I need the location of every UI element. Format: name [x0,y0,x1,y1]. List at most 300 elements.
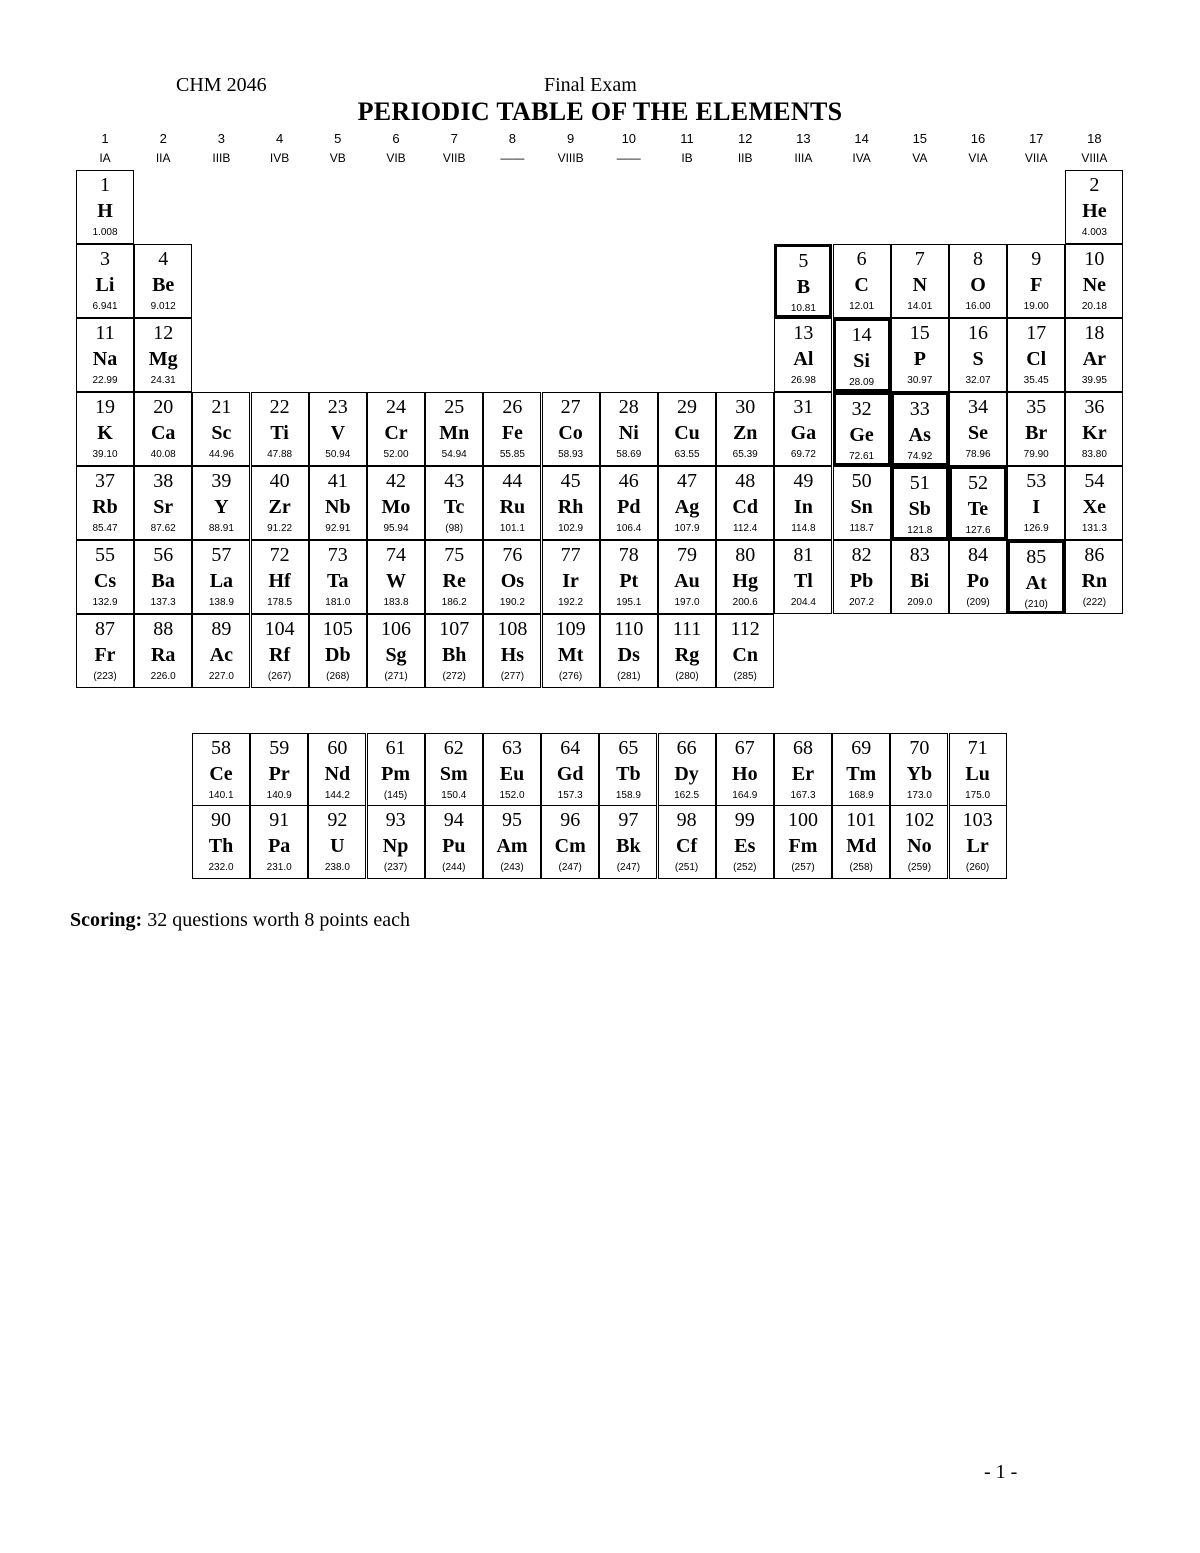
atomic-number: 91 [269,809,290,831]
element-cell [251,392,309,466]
atomic-mass: 4.003 [1081,227,1107,238]
element-cell [891,244,949,318]
atomic-mass: 126.9 [1023,523,1049,534]
element-symbol: Ga [790,422,817,444]
element-symbol: Ar [1082,348,1107,370]
atomic-mass: 102.9 [558,523,584,534]
element-cell [542,392,600,466]
element-symbol: H [97,200,113,222]
atomic-mass: 88.91 [208,523,234,534]
atomic-number: 51 [909,472,930,494]
element-symbol: Ir [562,570,579,592]
element-symbol: Sc [211,422,232,444]
element-cell [134,540,192,614]
atomic-mass: 9.012 [150,301,176,312]
element-cell [658,733,716,807]
element-cell [76,540,134,614]
atomic-number: 8 [973,248,983,270]
atomic-mass: 114.8 [791,523,816,534]
atomic-mass: 227.0 [208,671,234,682]
atomic-number: 75 [444,544,465,566]
atomic-mass: (258) [849,862,873,873]
element-symbol: Bk [616,835,641,857]
element-cell [1065,318,1123,392]
element-cell [716,466,774,540]
atomic-number: 50 [851,470,872,492]
atomic-number: 79 [677,544,697,566]
element-cell [1065,392,1123,466]
atomic-number: 38 [153,470,174,492]
atomic-number: 37 [95,470,115,492]
atomic-mass: 95.94 [383,523,409,534]
element-cell [192,540,250,614]
atomic-number: 70 [909,737,930,759]
atomic-mass: 35.45 [1023,375,1049,386]
scoring-label: Scoring: [70,909,143,931]
atomic-number: 74 [386,544,406,566]
group-label: IA [99,151,111,165]
element-cell [483,540,541,614]
element-symbol: Re [442,570,466,592]
group-number: 14 [854,131,869,146]
atomic-number: 11 [95,322,115,344]
element-cell [1007,318,1065,392]
element-symbol: Se [968,422,988,444]
element-symbol: Nb [325,496,351,518]
element-cell [1007,244,1065,318]
atomic-mass: 40.08 [150,449,176,460]
atomic-mass: (237) [383,862,408,873]
group-label: VIIIA [1081,151,1108,165]
element-symbol: Rf [269,644,291,666]
atomic-mass: (272) [442,671,466,682]
atomic-mass: 22.99 [92,375,118,386]
group-label: VIIIB [557,151,584,165]
atomic-mass: 58.93 [558,449,584,460]
element-cell [425,733,483,807]
element-cell [192,733,250,807]
atomic-number: 99 [734,809,755,831]
element-cell [774,244,832,318]
element-symbol: Mt [557,644,584,666]
element-cell [1007,540,1065,614]
atomic-number: 3 [100,248,110,270]
element-cell [367,614,425,688]
element-cell [658,540,716,614]
element-cell [833,392,891,466]
element-cell [891,392,949,466]
atomic-number: 83 [909,544,930,566]
element-cell [1007,392,1065,466]
atomic-number: 92 [327,809,348,831]
atomic-number: 31 [793,396,814,418]
atomic-mass: 87.62 [150,523,176,534]
atomic-number: 61 [385,737,406,759]
element-cell [76,318,134,392]
atomic-number: 109 [555,618,586,640]
element-symbol: Tb [616,763,641,785]
atomic-mass: (285) [733,671,757,682]
element-cell [600,540,658,614]
element-symbol: Ni [618,422,639,444]
element-symbol: Ca [150,422,176,444]
element-symbol: Os [500,570,525,592]
element-symbol: Cl [1026,348,1047,370]
atomic-number: 95 [502,809,522,831]
element-cell [483,733,541,807]
element-symbol: He [1082,200,1107,222]
atomic-number: 19 [95,396,115,418]
atomic-mass: 54.94 [441,449,467,460]
atomic-mass: 12.01 [849,301,875,312]
atomic-mass: 186.2 [441,597,467,608]
atomic-number: 20 [153,396,174,418]
element-symbol: Cm [554,835,586,857]
element-cell [833,540,891,614]
element-cell [949,466,1007,540]
element-cell [251,614,309,688]
element-symbol: As [908,424,931,446]
element-symbol: Th [208,835,234,857]
atomic-mass: (271) [384,671,408,682]
atomic-mass: 164.9 [732,790,758,801]
atomic-number: 42 [386,470,406,492]
atomic-mass: 91.22 [267,523,293,534]
atomic-number: 18 [1084,322,1105,344]
atomic-number: 107 [439,618,470,640]
element-symbol: Po [966,570,990,592]
element-symbol: Ru [499,496,526,518]
element-symbol: Eu [499,763,525,785]
atomic-mass: 168.9 [848,790,874,801]
atomic-mass: 226.0 [150,671,176,682]
element-cell [716,805,774,879]
element-symbol: O [970,274,986,296]
element-symbol: Fr [94,644,116,666]
atomic-number: 105 [322,618,353,640]
element-symbol: Lu [965,763,990,785]
element-cell [658,392,716,466]
atomic-number: 7 [914,248,925,270]
atomic-number: 9 [1031,248,1042,270]
element-symbol: V [330,422,346,444]
element-symbol: Bh [441,644,467,666]
atomic-mass: 47.88 [267,449,293,460]
atomic-number: 82 [851,544,872,566]
element-symbol: Pu [442,835,466,857]
atomic-mass: (222) [1082,597,1107,608]
atomic-mass: 112.4 [733,523,758,534]
group-label: VA [912,151,928,165]
atomic-number: 48 [735,470,756,492]
element-symbol: Ho [732,763,758,785]
atomic-number: 71 [967,737,988,759]
element-cell [890,805,948,879]
element-cell [134,466,192,540]
atomic-mass: 6.941 [92,301,118,312]
group-label: VIA [968,151,988,165]
scoring-text: 32 questions worth 8 points each [147,909,410,931]
element-cell [76,614,134,688]
element-cell [367,805,425,879]
element-cell [890,733,948,807]
element-symbol: Bi [910,570,930,592]
atomic-mass: 20.18 [1081,301,1107,312]
atomic-number: 102 [904,809,935,831]
group-label: IB [681,151,693,165]
atomic-mass: 209.0 [907,597,933,608]
atomic-number: 40 [269,470,290,492]
element-symbol: Ac [209,644,234,666]
element-symbol: Mn [439,422,470,444]
element-symbol: Dy [674,763,699,785]
atomic-mass: (145) [383,790,408,801]
element-cell [891,466,949,540]
element-cell [134,392,192,466]
element-cell [76,392,134,466]
element-symbol: Sb [908,498,931,520]
element-symbol: Zr [268,496,291,518]
element-cell [774,805,832,879]
atomic-number: 34 [968,396,988,418]
atomic-number: 63 [502,737,522,759]
group-label: VB [329,151,346,165]
group-number: 2 [159,131,167,146]
element-cell [600,392,658,466]
element-cell [658,805,716,879]
atomic-mass: (276) [558,671,583,682]
atomic-mass: 197.0 [674,597,700,608]
atomic-number: 2 [1089,174,1100,196]
element-cell [833,244,891,318]
atomic-mass: 30.97 [907,375,933,386]
element-cell [134,318,192,392]
atomic-mass: 167.3 [790,790,816,801]
element-symbol: Tc [443,496,465,518]
atomic-number: 93 [385,809,406,831]
atomic-mass: 157.3 [557,790,583,801]
element-cell [949,392,1007,466]
element-cell [367,540,425,614]
atomic-mass: 190.2 [499,597,525,608]
element-symbol: Te [967,498,989,520]
atomic-number: 21 [211,396,232,418]
atomic-number: 69 [851,737,872,759]
atomic-mass: 92.91 [325,523,351,534]
element-cell [76,244,134,318]
atomic-mass: 65.39 [732,449,758,460]
element-cell [716,540,774,614]
group-number: 1 [101,131,109,146]
element-cell [367,733,425,807]
element-symbol: Mg [148,348,178,370]
atomic-mass: 78.96 [965,449,991,460]
atomic-number: 87 [95,618,115,640]
element-cell [1065,244,1123,318]
group-label: VIIA [1024,151,1048,165]
atomic-number: 17 [1026,322,1047,344]
atomic-number: 14 [851,324,872,346]
element-cell [425,540,483,614]
atomic-number: 25 [444,396,465,418]
group-number: 13 [796,131,811,146]
element-cell [949,540,1007,614]
element-symbol: In [793,496,813,518]
element-cell [308,805,366,879]
element-symbol: U [330,835,345,857]
element-symbol: W [386,570,406,592]
element-symbol: Pd [617,496,641,518]
atomic-mass: 162.5 [674,790,700,801]
atomic-number: 22 [269,396,290,418]
element-symbol: Ti [270,422,289,444]
element-symbol: Ta [327,570,349,592]
atomic-mass: (223) [93,671,117,682]
element-cell [832,733,890,807]
element-cell [76,466,134,540]
atomic-mass: 150.4 [441,790,467,801]
element-cell [425,805,483,879]
element-cell [542,614,600,688]
element-symbol: Cr [384,422,408,444]
element-symbol: B [796,276,811,298]
atomic-mass: (260) [965,862,990,873]
element-cell [541,733,599,807]
atomic-mass: 39.10 [92,449,118,460]
group-label: IIA [155,151,171,165]
atomic-number: 23 [327,396,348,418]
atomic-mass: 231.0 [266,862,292,873]
element-symbol: Gd [556,763,584,785]
group-label: IIB [737,151,753,165]
page-title: PERIODIC TABLE OF THE ELEMENTS [357,97,843,126]
element-symbol: Lr [966,835,989,857]
element-symbol: Fm [788,835,818,857]
element-cell [833,466,891,540]
atomic-number: 62 [443,737,464,759]
atomic-number: 24 [386,396,406,418]
atomic-mass: 16.00 [965,301,991,312]
atomic-mass: 175.0 [965,790,991,801]
element-symbol: Cd [732,496,758,518]
element-symbol: Mo [381,496,411,518]
atomic-mass: (259) [907,862,932,873]
atomic-mass: (268) [326,671,350,682]
atomic-mass: (98) [445,523,464,534]
atomic-number: 67 [734,737,755,759]
element-cell [716,392,774,466]
atomic-mass: (257) [791,862,815,873]
element-cell [599,733,657,807]
element-symbol: Cn [732,644,758,666]
atomic-mass: 137.3 [150,597,176,608]
atomic-number: 6 [856,248,867,270]
element-cell [1065,540,1123,614]
element-symbol: Na [92,348,118,370]
atomic-mass: 173.0 [906,790,932,801]
element-symbol: Hg [732,570,758,592]
element-symbol: Er [791,763,815,785]
element-cell [483,805,541,879]
atomic-mass: 52.00 [383,449,409,460]
group-label: IVA [852,151,871,165]
element-symbol: Tl [793,570,813,592]
element-cell [599,805,657,879]
atomic-number: 106 [381,618,411,640]
element-cell [716,733,774,807]
atomic-number: 12 [153,322,174,344]
atomic-mass: 178.5 [267,597,293,608]
atomic-number: 43 [444,470,465,492]
element-symbol: Pa [268,835,291,857]
atomic-number: 30 [735,396,756,418]
atomic-mass: 28.09 [849,377,875,388]
group-number: 8 [508,131,516,146]
element-cell [774,392,832,466]
element-cell [1007,466,1065,540]
atomic-mass: 69.72 [790,449,816,460]
atomic-mass: 55.85 [499,449,525,460]
element-cell [134,244,192,318]
element-symbol: Sg [385,644,407,666]
element-cell [367,466,425,540]
element-cell [832,805,890,879]
page-number: - 1 - [984,1461,1018,1483]
element-cell [134,614,192,688]
element-cell [251,540,309,614]
element-cell [192,392,250,466]
atomic-mass: (277) [500,671,525,682]
atomic-number: 15 [909,322,930,344]
atomic-number: 77 [560,544,581,566]
atomic-number: 29 [677,396,697,418]
atomic-number: 81 [793,544,814,566]
element-symbol: Rb [92,496,118,518]
atomic-number: 53 [1026,470,1047,492]
element-symbol: Zn [732,422,758,444]
group-label: VIB [386,151,406,165]
atomic-number: 57 [211,544,232,566]
element-symbol: Fe [501,422,523,444]
atomic-mass: 79.90 [1023,449,1049,460]
atomic-number: 5 [798,250,809,272]
atomic-number: 88 [153,618,174,640]
element-symbol: Ge [849,424,874,446]
element-symbol: At [1025,572,1047,594]
atomic-mass: (251) [674,862,699,873]
atomic-mass: 19.00 [1023,301,1049,312]
atomic-number: 52 [968,472,988,494]
atomic-number: 98 [676,809,697,831]
atomic-mass: (281) [617,671,641,682]
element-cell [541,805,599,879]
group-label: IIIA [794,151,813,165]
group-label: —— [616,151,641,165]
element-symbol: Sn [850,496,873,518]
element-symbol: Pm [381,763,411,785]
element-cell [192,466,250,540]
element-cell [425,466,483,540]
atomic-number: 16 [968,322,988,344]
group-number: 3 [217,131,225,146]
element-cell [425,614,483,688]
atomic-mass: 44.96 [208,449,234,460]
group-number: 4 [275,131,284,146]
atomic-number: 35 [1026,396,1047,418]
atomic-number: 66 [676,737,697,759]
atomic-number: 94 [443,809,464,831]
group-number: 10 [621,131,637,146]
